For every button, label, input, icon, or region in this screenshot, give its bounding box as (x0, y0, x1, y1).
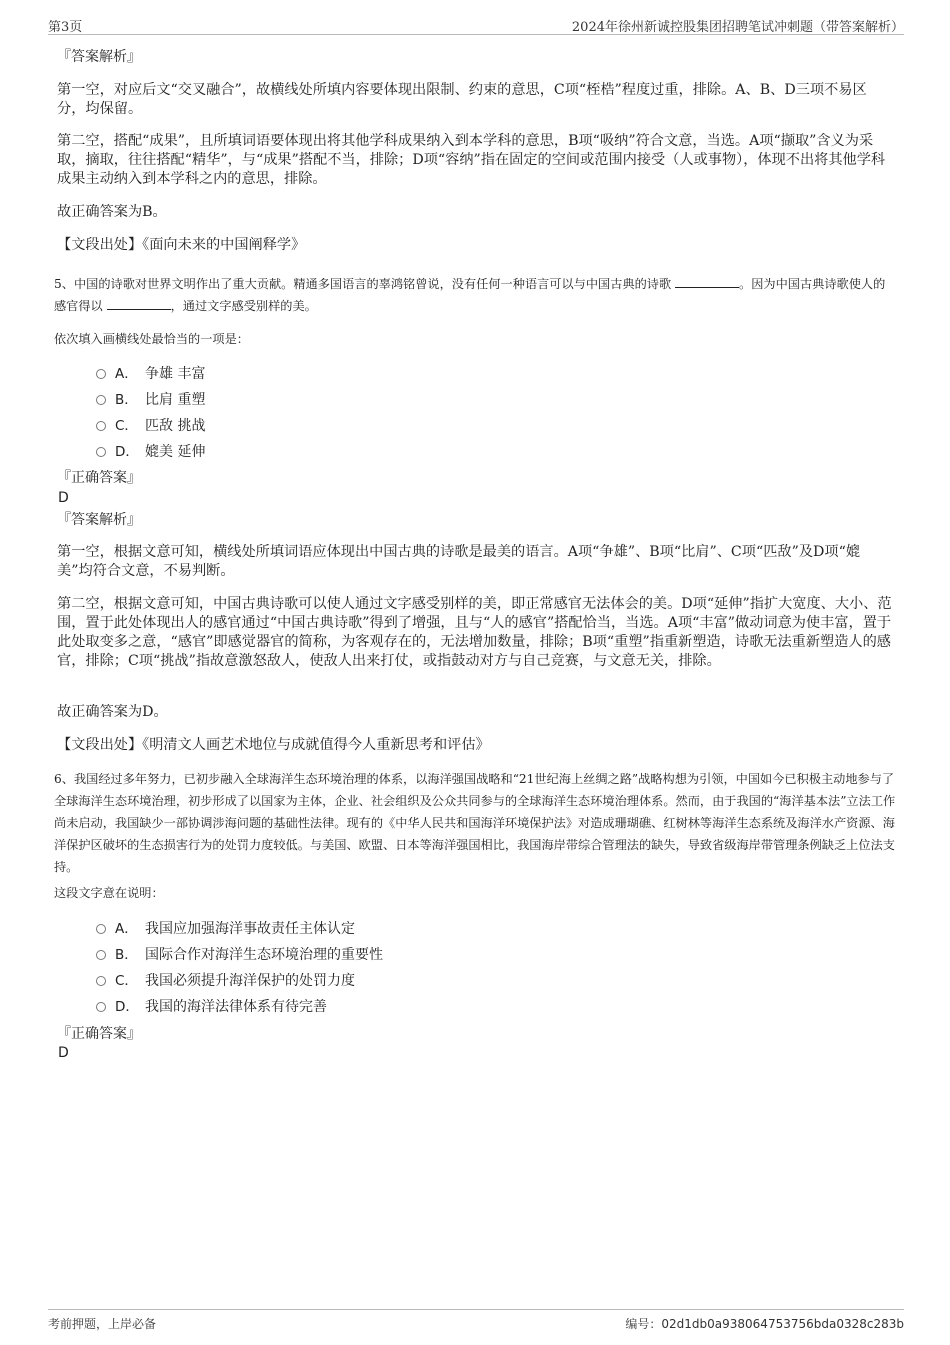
q5-option-d[interactable]: D． 媲美 延伸 (96, 442, 205, 462)
document-code (625, 1315, 904, 1332)
q5-stem-part3: ，通过文字感受别样的美。 (170, 299, 317, 313)
radio-icon[interactable] (96, 976, 106, 986)
q6-prompt: 这段文字意在说明： (54, 886, 164, 900)
q5-prompt: 依次填入画横线处最恰当的一项是： (54, 332, 249, 346)
code-label: 编号： (625, 1317, 662, 1331)
q4-analysis-para1: 第一空，对应后文“交叉融合”，故横线处所填内容要体现出限制、约束的意思，C项“桎梏”程度过重，排除。A、B、D三项不易区分，均保留。 (57, 82, 867, 117)
q6-stem: 6、我国经过多年努力，已初步融入全球海洋生态环境治理的体系，以海洋强国战略和“21世纪海上丝绸之路”战略构想为引领，中国如今已积极主动地参与了全球海洋生态环境治理，初步形成了以国家为主体，企业、社会组织及公众共同参与的全球海洋生态环境治理体系。然而，由于我国的“海洋基本法”立法工作尚未启动，我国缺少一部协调涉海问题的基础性法律。现有的《中华人民共和国海洋环境保护法》对造成珊瑚礁、红树林等海洋生态系统及海洋水产资源、海洋保护区破坏的生态损害行为的处罚力度较低。与美国、欧盟、日本等海洋强国相比，我国海岸带综合管理法的缺失，导致省级海岸带管理条例缺乏上位法支持。 (54, 772, 896, 874)
q5-stem-part2: 。因为中国古典诗歌使人的感官得以 (54, 277, 886, 313)
q4-analysis-label: 『答案解析』 (57, 49, 141, 65)
q6-option-b[interactable]: B． 国际合作对海洋生态环境治理的重要性 (96, 945, 383, 965)
radio-icon[interactable] (96, 447, 106, 457)
q5-source: 【文段出处】《明清文人画艺术地位与成就值得今人重新思考和评估》 (57, 737, 490, 753)
code-value: 02d1db0a938064753756bda0328c283b (661, 1317, 904, 1331)
q5-stem (54, 273, 896, 317)
radio-icon[interactable] (96, 421, 106, 431)
q5-conclusion: 故正确答案为D。 (57, 704, 168, 720)
q5-analysis-label: 『答案解析』 (57, 512, 141, 528)
q6-answer: D (58, 1045, 69, 1061)
q5-stem-part1: 5、中国的诗歌对世界文明作出了重大贡献。精通多国语言的辜鸿铭曾说，没有任何一种语言可以与中国古典的诗歌 (54, 277, 672, 291)
radio-icon[interactable] (96, 369, 106, 379)
footer-slogan: 考前押题，上岸必备 (48, 1317, 157, 1331)
q5-answer: D (58, 490, 69, 506)
q4-conclusion: 故正确答案为B。 (57, 204, 167, 220)
page-number: 第3页 (48, 20, 83, 35)
document-title: 2024年徐州新诚控股集团招聘笔试冲刺题（带答案解析） (571, 20, 904, 35)
q6-option-c[interactable]: C． 我国必须提升海洋保护的处罚力度 (96, 971, 355, 991)
page-footer (48, 1309, 904, 1332)
q4-analysis-para2: 第二空，搭配“成果”，且所填词语要体现出将其他学科成果纳入到本学科的意思，B项“吸纳”符合文意，当选。A项“撷取”含义为采取，摘取，往往搭配“精华”，与“成果”搭配不当，排除；D项“容纳”指在固定的空间或范围内接受（人或事物），体现不出将其他学科成果主动纳入到本学科之内的意思，排除。 (57, 133, 886, 187)
q5-blank-2 (107, 297, 171, 310)
q6-option-d[interactable]: D． 我国的海洋法律体系有待完善 (96, 997, 327, 1017)
page-header (48, 14, 904, 35)
q5-option-a[interactable]: A． 争雄 丰富 (96, 364, 205, 384)
q5-analysis-para1: 第一空，根据文意可知，横线处所填词语应体现出中国古典的诗歌是最美的语言。A项“争雄”、B项“比肩”、C项“匹敌”及D项“媲美”均符合文意，不易判断。 (57, 544, 861, 579)
q6-option-a[interactable]: A． 我国应加强海洋事故责任主体认定 (96, 919, 355, 939)
q5-answer-label: 『正确答案』 (57, 470, 141, 486)
radio-icon[interactable] (96, 395, 106, 405)
q5-option-c[interactable]: C． 匹敌 挑战 (96, 416, 205, 436)
q5-analysis-para2: 第二空，根据文意可知，中国古典诗歌可以使人通过文字感受别样的美，即正常感官无法体会的美。D项“延伸”指扩大宽度、大小、范围，置于此处体现出人的感官通过“中国古典诗歌”得到了增强，且与“人的感官”搭配恰当，当选。A项“丰富”做动词意为使丰富，置于此处取变多之意，“感官”即感觉器官的简称，为客观存在的，无法增加数量，排除；B项“重塑”指重新塑造，诗歌无法重新塑造人的感官，排除；C项“挑战”指故意激怒敌人，使敌人出来打仗，或指鼓动对方与自己竞赛，与文意无关，排除。 (57, 596, 892, 669)
q5-blank-1 (675, 275, 739, 288)
q6-answer-label: 『正确答案』 (57, 1026, 141, 1042)
radio-icon[interactable] (96, 950, 106, 960)
q4-source: 【文段出处】《面向未来的中国阐释学》 (57, 237, 306, 253)
q5-option-b[interactable]: B． 比肩 重塑 (96, 390, 205, 410)
radio-icon[interactable] (96, 1002, 106, 1012)
radio-icon[interactable] (96, 924, 106, 934)
